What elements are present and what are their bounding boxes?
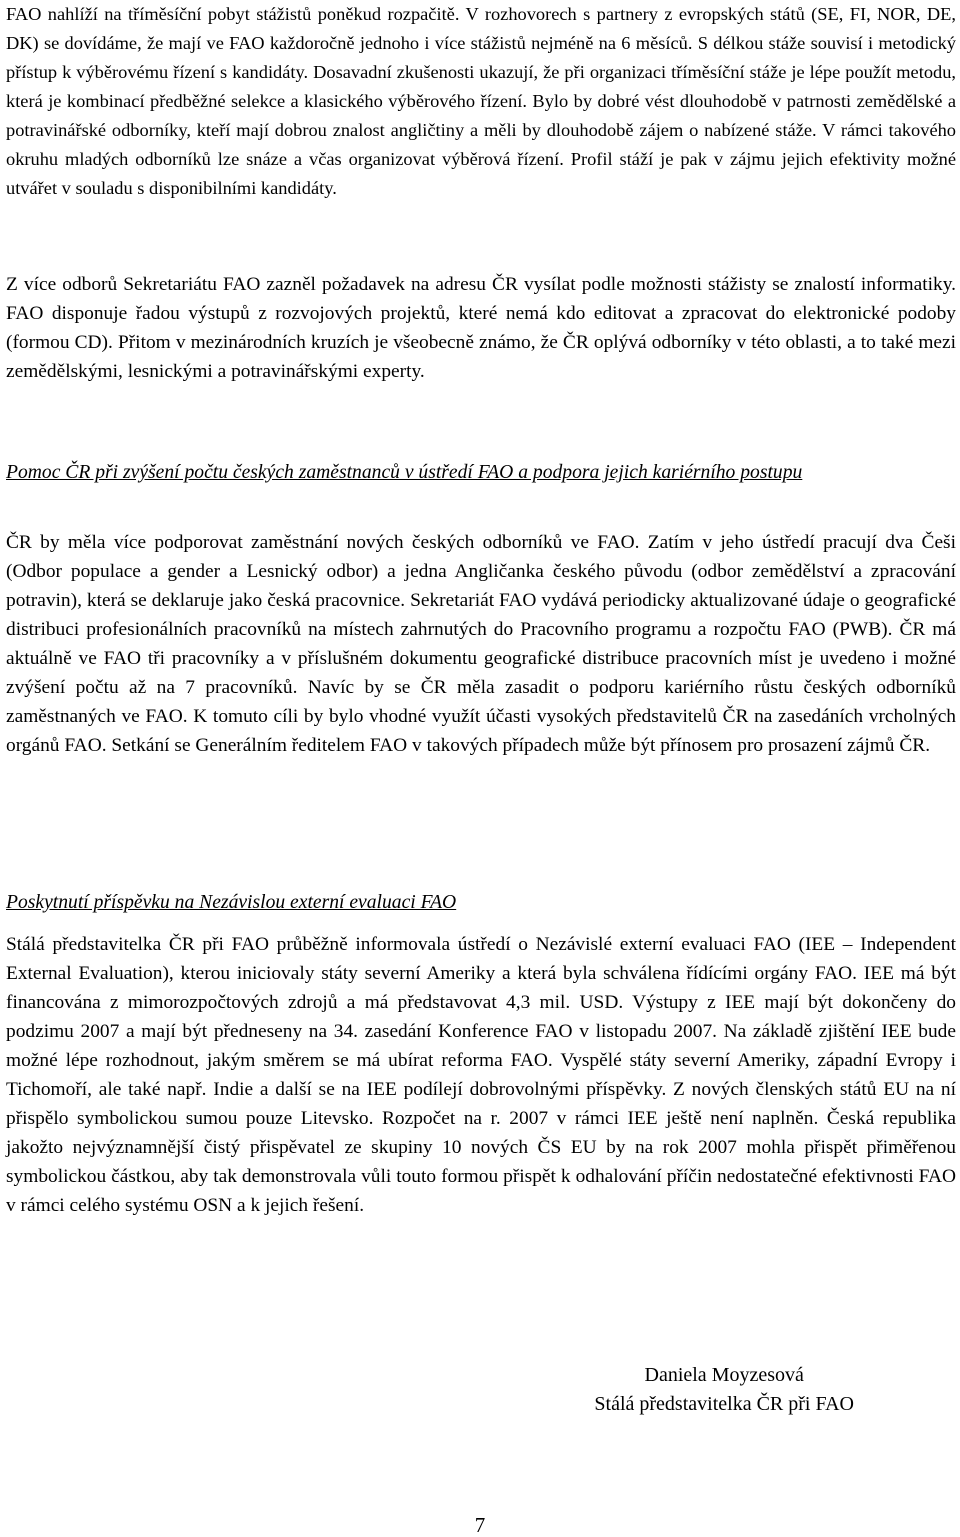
paragraph-internship-duration: FAO nahlíží na tříměsíční pobyt stážistů poněkud rozpačitě. V rozhovorech s partnery z evropských států (SE, FI, NOR, DE, DK) se dovídáme, že mají ve FAO každoročně jednoho i více stážistů nejméně na 6 měsíců. S délkou stáže souvisí i metodický přístup k výběrovému řízení s kandidáty. Dosavadní zkušenosti ukazují, že při organizaci tříměsíční stáže je lépe použít metodu, která je kombinací předběžné selekce a klasického výběrového řízení. Bylo by dobré vést dlouhodobě v patrnosti zemědělské a potravinářské odborníky, kteří mají dobrou znalost angličtiny a měli by dlouhodobě zájem o nabízené stáže. V rámci takového okruhu mladých odborníků lze snáze a včas organizovat výběrová řízení. Profil stáží je pak v zájmu jejich efektivity možné utvářet v souladu s disponibilními kandidáty. — [6, 4, 956, 198]
signature-block — [594, 1361, 854, 1419]
heading-independent-evaluation: Poskytnutí příspěvku na Nezávislou externí evaluaci FAO — [6, 892, 457, 913]
signature-title: Stálá představitelka ČR při FAO — [594, 1393, 854, 1415]
paragraph-czech-employees: ČR by měla více podporovat zaměstnání nových českých odborníků ve FAO. Zatím v jeho ústředí pracují dva Češi (Odbor populace a gender a Lesnický odbor) a jedna Angličanka českého původu (odbor zemědělství a zpracování potravin), která se deklaruje jako česká pracovnice. Sekretariát FAO vydává periodicky aktualizované údaje o geografické distribuci profesionálních pracovníků na místech zahrnutých do Pracovního programu a rozpočtu FAO (PWB). ČR má aktuálně ve FAO tři pracovníky a v příslušném dokumentu geografické distribuce pracovních míst je uvedeno i možné zvýšení počtu až na 7 pracovníků. Navíc by se ČR měla zasadit o podporu kariérního růstu českých odborníků zaměstnaných ve FAO. K tomuto cíli by bylo vhodné využít účasti vysokých představitelů ČR na zasedáních vrcholných orgánů FAO. Setkání se Generálním ředitelem FAO v takových případech může být přínosem pro prosazení zájmů ČR. — [6, 532, 956, 756]
page-number: 7 — [474, 1513, 486, 1537]
heading-czech-employees: Pomoc ČR při zvýšení počtu českých zaměstnanců v ústředí FAO a podpora jejich kariérního postupu — [6, 462, 803, 483]
signature-name: Daniela Moyzesová — [644, 1364, 804, 1386]
paragraph-it-interns: Z více odborů Sekretariátu FAO zazněl požadavek na adresu ČR vysílat podle možnosti stážisty se znalostí informatiky. FAO disponuje řadou výstupů z rozvojových projektů, které nemá kdo editovat a zpracovat do elektronické podoby (formou CD). Přitom v mezinárodních kruzích je všeobecně známo, že ČR oplývá odborníky v této oblasti, a to také mezi zemědělskými, lesnickými a potravinářskými experty. — [6, 274, 956, 382]
paragraph-independent-evaluation: Stálá představitelka ČR při FAO průběžně informovala ústředí o Nezávislé externí evaluaci FAO (IEE – Independent External Evaluation), kterou iniciovaly státy severní Ameriky a která byla schválena řídícími orgány FAO. IEE má být financována z mimorozpočtových zdrojů a má představovat 4,3 mil. USD. Výstupy z IEE mají být dokončeny do podzimu 2007 a mají být předneseny na 34. zasedání Konference FAO v listopadu 2007. Na základě zjištění IEE bude možné lépe rozhodnout, jakým směrem se má ubírat reforma FAO. Vyspělé státy severní Ameriky, západní Evropy i Tichomoří, ale také např. Indie a další se na IEE podílejí dobrovolnými příspěvky. Z nových členských států EU na ní přispělo symbolickou sumou pouze Litevsko. Rozpočet na r. 2007 v rámci IEE ještě není naplněn. Česká republika jakožto nejvýznamnější čistý přispěvatel ze skupiny 10 nových ČS EU by na rok 2007 mohla přispět přiměřenou symbolickou částkou, aby tak demonstrovala vůli touto formou přispět k odhalování příčin nedostatečné efektivnosti FAO v rámci celého systému OSN a k jejich řešení. — [6, 934, 956, 1216]
